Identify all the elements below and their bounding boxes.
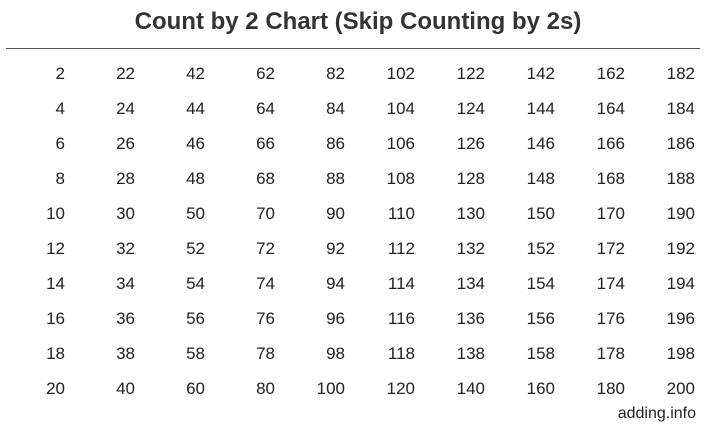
- grid-cell: 128: [456, 169, 485, 188]
- grid-cell: 200: [666, 379, 695, 398]
- grid-cell: 88: [326, 169, 345, 188]
- grid-cell: 144: [526, 99, 555, 118]
- grid-cell: 122: [456, 64, 485, 83]
- grid-cell: 22: [116, 64, 135, 83]
- grid-cell: 14: [46, 274, 65, 293]
- title-divider: [6, 48, 700, 49]
- grid-cell: 42: [186, 64, 205, 83]
- grid-cell: 12: [46, 239, 65, 258]
- grid-cell: 162: [596, 64, 625, 83]
- grid-cell: 108: [386, 169, 415, 188]
- grid-cell: 94: [326, 274, 345, 293]
- grid-cell: 130: [456, 204, 485, 223]
- grid-cell: 52: [186, 239, 205, 258]
- grid-cell: 70: [256, 204, 275, 223]
- grid-cell: 36: [116, 309, 135, 328]
- grid-cell: 62: [256, 64, 275, 83]
- grid-cell: 138: [456, 344, 485, 363]
- grid-cell: 170: [596, 204, 625, 223]
- grid-cell: 132: [456, 239, 485, 258]
- grid-cell: 114: [387, 274, 415, 293]
- grid-cell: 176: [596, 309, 625, 328]
- grid-cell: 74: [256, 274, 275, 293]
- grid-cell: 158: [526, 344, 555, 363]
- grid-cell: 102: [386, 64, 415, 83]
- grid-cell: 44: [186, 99, 205, 118]
- grid-cell: 38: [116, 344, 135, 363]
- grid-cell: 150: [526, 204, 555, 223]
- grid-cell: 72: [256, 239, 275, 258]
- grid-cell: 134: [456, 274, 485, 293]
- grid-cell: 34: [116, 274, 135, 293]
- grid-cell: 174: [596, 274, 625, 293]
- grid-cell: 140: [456, 379, 485, 398]
- grid-cell: 172: [596, 239, 625, 258]
- grid-cell: 48: [186, 169, 205, 188]
- grid-cell: 188: [666, 169, 695, 188]
- grid-cell: 148: [526, 169, 555, 188]
- grid-cell: 196: [666, 309, 695, 328]
- grid-cell: 160: [526, 379, 555, 398]
- grid-cell: 64: [256, 99, 275, 118]
- grid-cell: 26: [116, 134, 135, 153]
- grid-cell: 182: [666, 64, 695, 83]
- grid-cell: 186: [666, 134, 695, 153]
- grid-cell: 24: [116, 99, 135, 118]
- grid-cell: 98: [326, 344, 345, 363]
- grid-cell: 60: [186, 379, 205, 398]
- grid-cell: 32: [116, 239, 135, 258]
- grid-cell: 156: [526, 309, 555, 328]
- grid-cell: 124: [456, 99, 485, 118]
- grid-cell: 86: [326, 134, 345, 153]
- grid-cell: 18: [46, 344, 65, 363]
- grid-cell: 58: [186, 344, 205, 363]
- grid-cell: 68: [256, 169, 275, 188]
- grid-cell: 154: [526, 274, 555, 293]
- grid-cell: 106: [386, 134, 415, 153]
- grid-cell: 112: [387, 239, 415, 258]
- grid-cell: 116: [387, 309, 415, 328]
- grid-cell: 54: [186, 274, 205, 293]
- grid-cell: 56: [186, 309, 205, 328]
- grid-cell: 90: [326, 204, 345, 223]
- grid-cell: 16: [46, 309, 65, 328]
- grid-cell: 96: [326, 309, 345, 328]
- grid-cell: 184: [666, 99, 695, 118]
- grid-cell: 152: [526, 239, 555, 258]
- grid-cell: 84: [326, 99, 345, 118]
- grid-cell: 46: [186, 134, 205, 153]
- grid-cell: 194: [666, 274, 695, 293]
- grid-cell: 92: [326, 239, 345, 258]
- grid-cell: 4: [55, 99, 65, 118]
- number-grid: [0, 56, 716, 406]
- grid-cell: 192: [666, 239, 695, 258]
- grid-cell: 136: [456, 309, 485, 328]
- source-credit: adding.info: [617, 405, 696, 422]
- chart-title: Count by 2 Chart (Skip Counting by 2s): [134, 8, 582, 35]
- grid-cell: 164: [596, 99, 625, 118]
- grid-cell: 100: [316, 379, 345, 398]
- grid-cell: 178: [596, 344, 625, 363]
- grid-cell: 190: [666, 204, 695, 223]
- grid-cell: 104: [386, 99, 415, 118]
- grid-cell: 40: [116, 379, 135, 398]
- grid-cell: 6: [55, 134, 65, 153]
- grid-cell: 198: [666, 344, 695, 363]
- grid-cell: 166: [596, 134, 625, 153]
- grid-cell: 110: [387, 204, 415, 223]
- grid-cell: 120: [386, 379, 415, 398]
- grid-cell: 180: [596, 379, 625, 398]
- grid-cell: 50: [186, 204, 205, 223]
- grid-cell: 30: [116, 204, 135, 223]
- grid-cell: 76: [256, 309, 275, 328]
- grid-cell: 8: [55, 169, 65, 188]
- grid-cell: 20: [46, 379, 65, 398]
- grid-cell: 78: [256, 344, 275, 363]
- grid-cell: 126: [456, 134, 485, 153]
- grid-cell: 66: [256, 134, 275, 153]
- grid-cell: 118: [387, 344, 415, 363]
- grid-cell: 80: [256, 379, 275, 398]
- grid-cell: 82: [326, 64, 345, 83]
- grid-cell: 2: [55, 64, 65, 83]
- grid-cell: 146: [526, 134, 555, 153]
- grid-cell: 142: [526, 64, 555, 83]
- grid-cell: 168: [596, 169, 625, 188]
- grid-cell: 28: [116, 169, 135, 188]
- grid-cell: 10: [46, 204, 65, 223]
